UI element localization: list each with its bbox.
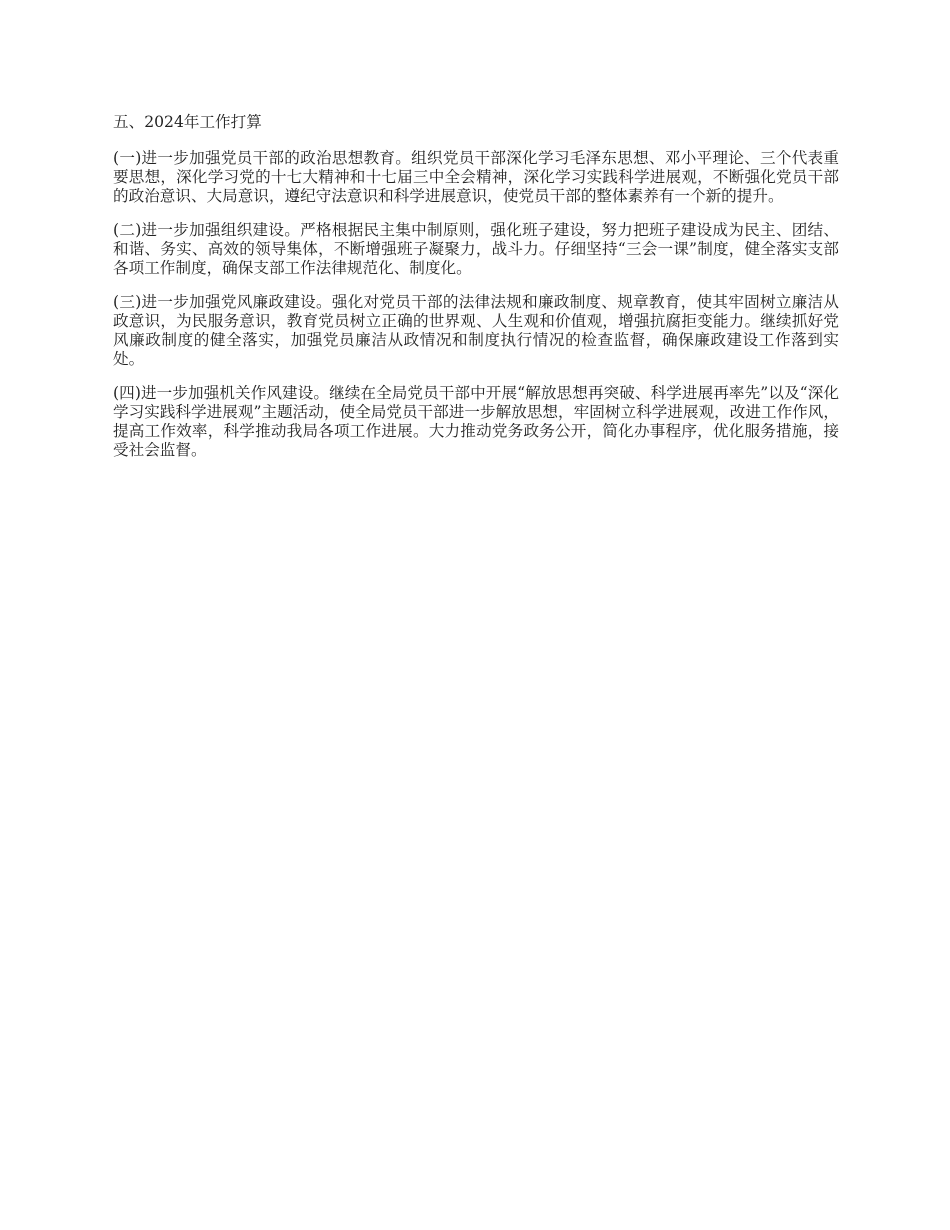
paragraph-3: (三)进一步加强党风廉政建设。强化对党员干部的法律法规和廉政制度、规章教育，使其牢固树立廉洁从政意识，为民服务意识，教育党员树立正确的世界观、人生观和价值观，增强抗腐拒变能力。继续抓好党风廉政制度的健全落实，加强党员廉洁从政情况和制度执行情况的检查监督，确保廉政建设工作落到实处。 xyxy=(113,293,839,368)
document-body xyxy=(113,113,839,475)
section-heading: 五、2024年工作打算 xyxy=(113,113,262,131)
paragraph-4: (四)进一步加强机关作风建设。继续在全局党员干部中开展“解放思想再突破、科学进展再率先”以及“深化学习实践科学进展观”主题活动，使全局党员干部进一步解放思想，牢固树立科学进展观，改进工作作风，提高工作效率，科学推动我局各项工作进展。大力推动党务政务公开，简化办事程序，优化服务措施，接受社会监督。 xyxy=(113,384,839,459)
paragraph-2: (二)进一步加强组织建设。严格根据民主集中制原则，强化班子建设，努力把班子建设成为民主、团结、和谐、务实、高效的领导集体，不断增强班子凝聚力，战斗力。仔细坚持“三会一课”制度，健全落实支部各项工作制度，确保支部工作法律规范化、制度化。 xyxy=(113,221,839,277)
paragraph-1: (一)进一步加强党员干部的政治思想教育。组织党员干部深化学习毛泽东思想、邓小平理论、三个代表重要思想，深化学习党的十七大精神和十七届三中全会精神，深化学习实践科学进展观，不断强化党员干部的政治意识、大局意识，遵纪守法意识和科学进展意识，使党员干部的整体素养有一个新的提升。 xyxy=(113,149,839,205)
